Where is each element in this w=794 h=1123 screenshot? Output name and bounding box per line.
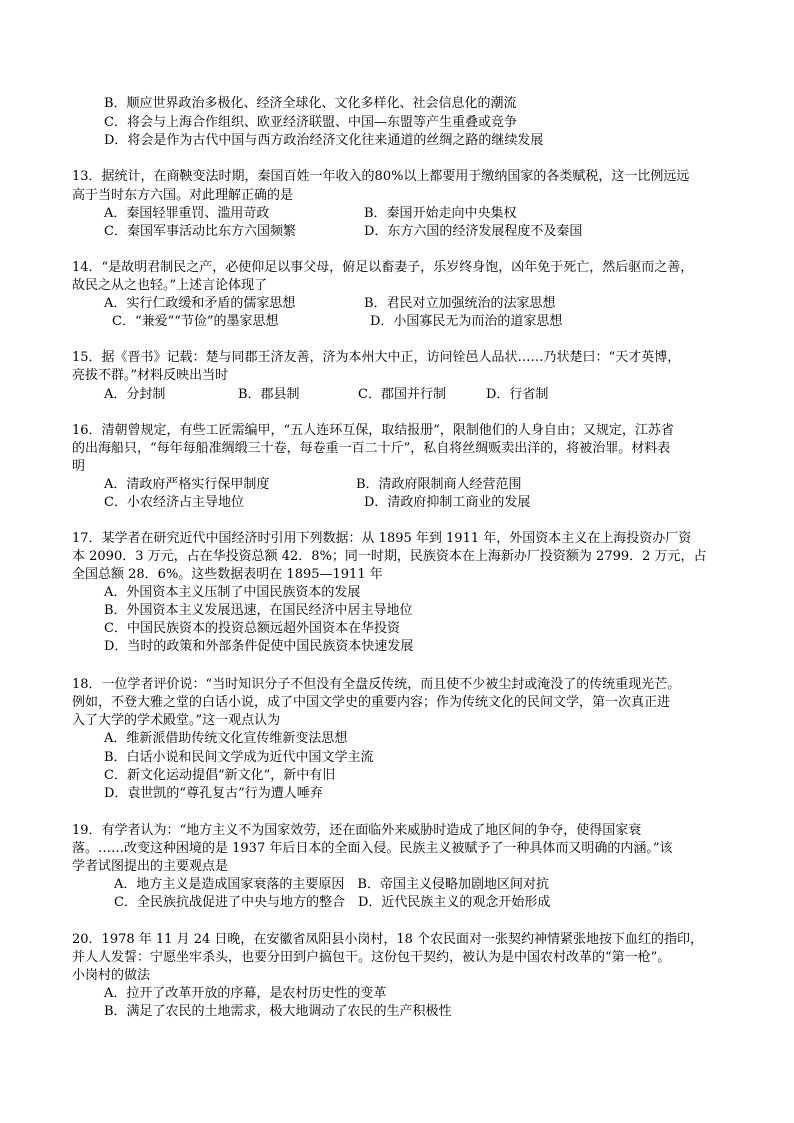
question-18-stem-line1: 18．一位学者评价说：“当时知识分子不但没有全盘反传统，而且使不少被尘封或淹没了的传统重现光芒。 [72,677,681,692]
question-17-stem-line2: 本 2090．3 万元，占在华投资总额 42．8%；同一时期，民族资本在上海新办厂投资额为 2799．2 万元，占 [72,549,707,564]
question-18-option-d: D．袁世凯的“尊孔复古”行为遭人唾弃 [104,786,323,801]
question-17-stem-line3: 全国总额 28．6%。这些数据表明在 1895—1911 年 [72,567,383,582]
question-16-option-a: A．清政府严格实行保甲制度 [104,477,270,492]
question-18-option-b: B．白话小说和民间文学成为近代中国文学主流 [104,750,374,765]
option-c: C．将会与上海合作组织、欧亚经济联盟、中国—东盟等产生重叠或竞争 [104,115,517,130]
question-17-stem-line1: 17．某学者在研究近代中国经济时引用下列数据：从 1895 年到 1911 年，外国资本主义在上海投资办厂资 [72,531,692,546]
question-18-stem-line3: 入了大学的学术殿堂。”这一观点认为 [72,713,281,728]
question-15-option-b: B．郡县制 [238,387,300,402]
option-b: B．顺应世界政治多极化、经济全球化、文化多样化、社会信息化的潮流 [104,96,517,111]
question-20-stem-line2: 并人人发誓：宁愿坐牢杀头，也要分田到户搞包干。这份包干契约，被认为是中国农村改革的“第一枪”。 [72,950,671,965]
question-20-stem-line1: 20．1978 年 11 月 24 日晚，在安徽省凤阳县小岗村，18 个农民面对一张契约神情紧张地按下血红的指印， [72,932,704,947]
question-20-option-a: A．拉开了改革开放的序幕，是农村历史性的变革 [104,986,387,1001]
question-17-option-d: D．当时的政策和外部条件促使中国民族资本快速发展 [104,639,414,654]
question-13-option-a: A．秦国轻罪重罚、滥用苛政 [104,206,270,221]
question-13-option-b: B．秦国开始走向中央集权 [364,206,517,221]
question-18-stem-line2: 例如，不登大雅之堂的白话小说，成了中国文学史的重要内容；作为传统文化的民间文学，第一次真正进 [72,695,671,710]
question-14-option-a: A．实行仁政缓和矛盾的儒家思想 [104,296,296,311]
question-17-option-c: C．中国民族资本的投资总额远超外国资本在华投资 [104,621,400,636]
option-d: D．将会是作为古代中国与西方政治经济文化往来通道的丝绸之路的继续发展 [104,133,544,148]
question-16-option-d: D．清政府抑制工商业的发展 [364,495,531,510]
question-16-option-b: B．清政府限制商人经营范围 [356,477,522,492]
question-14-stem-line1: 14．“是故明君制民之产，必使仰足以事父母，俯足以畜妻子，乐岁终身饱，凶年免于死亡，然后驱而之善， [72,260,694,275]
question-14-option-d: D．小国寡民无为而治的道家思想 [370,314,563,329]
question-14-option-b: B．君民对立加强统治的法家思想 [364,296,556,311]
question-13-option-d: D．东方六国的经济发展程度不及秦国 [364,224,583,239]
question-13-stem-line2: 高于当时东方六国。对此理解正确的是 [72,188,294,203]
question-19-stem-line3: 学者试图提出的主要观点是 [72,859,229,874]
question-14-option-c: C．“兼爱”“节俭”的墨家思想 [112,314,279,329]
question-19-stem-line2: 落。……改变这种困境的是 1937 年后日本的全面入侵。民族主义被赋予了一种具体而又明确的内涵。”该 [72,841,673,856]
question-13-option-c: C．秦国军事活动比东方六国频繁 [104,224,296,239]
question-15-option-d: D．行省制 [486,387,549,402]
question-15-stem-line1: 15．据《晋书》记载：楚与同郡王济友善，济为本州大中正，访问铨邑人品状……乃状楚曰：“天才英博， [72,350,681,365]
question-19-options-cd: C．全民族抗战促进了中央与地方的整合 D．近代民族主义的观念开始形成 [114,895,551,910]
question-15-stem-line2: 亮拔不群。”材料反映出当时 [72,368,229,383]
question-15-option-c: C．郡国并行制 [358,387,446,402]
question-16-stem-line2: 的出海船只，“每年每船准绸缎三十卷，每卷重一百二十斤”，私自将丝绸贩卖出洋的，将被治罪。材料表 [72,441,671,456]
question-15-option-a: A．分封制 [104,387,166,402]
question-14-stem-line2: 故民之从之也轻。”上述言论体现了 [72,278,268,293]
question-16-stem-line1: 16．清朝曾规定，有些工匠需编甲，“五人连环互保，取结报册”，限制他们的人身自由；又规定，江苏省 [72,423,674,438]
question-20-option-b: B．满足了农民的土地需求，极大地调动了农民的生产积极性 [104,1004,452,1019]
question-20-stem-line3: 小岗村的做法 [72,968,151,983]
question-18-option-c: C．新文化运动提倡“新文化”，新中有旧 [104,768,336,783]
question-18-option-a: A．维新派借助传统文化宣传维新变法思想 [104,731,348,746]
question-17-option-a: A．外国资本主义压制了中国民族资本的发展 [104,585,361,600]
question-13-stem-line1: 13．据统计，在商鞅变法时期，秦国百姓一年收入的80%以上都要用于缴纳国家的各类赋税，这一比例远远 [72,169,690,184]
question-19-options-ab: A．地方主义是造成国家衰落的主要原因 B．帝国主义侵略加剧地区间对抗 [114,877,549,892]
question-16-stem-line3: 明 [72,459,86,474]
question-16-option-c: C．小农经济占主导地位 [104,495,244,510]
question-17-option-b: B．外国资本主义发展迅速，在国民经济中居主导地位 [104,603,413,618]
question-19-stem-line1: 19．有学者认为：“地方主义不为国家效劳，还在面临外来威胁时造成了地区间的争夺，使得国家衰 [72,823,642,838]
